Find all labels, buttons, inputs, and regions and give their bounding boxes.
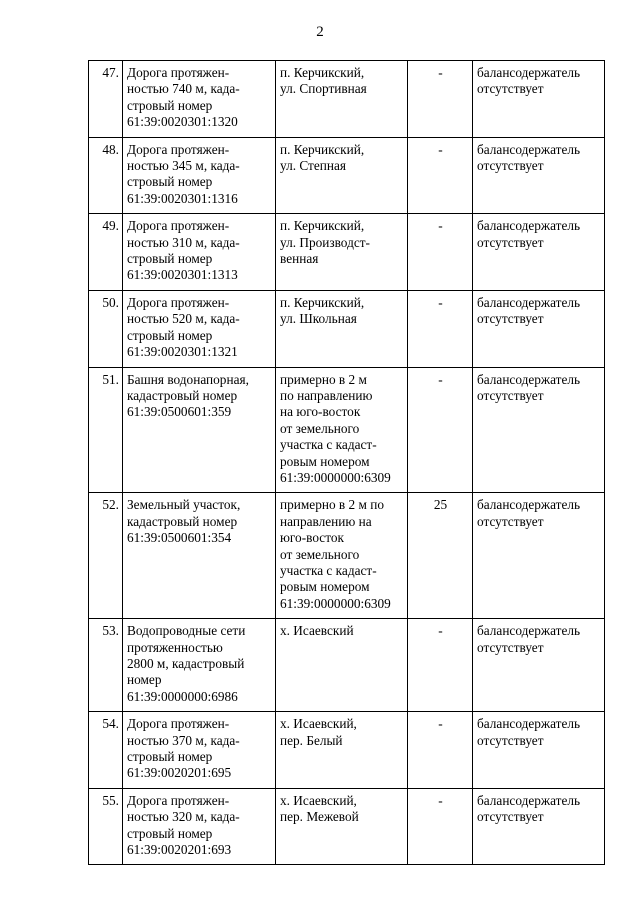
row-number-cell: 49. [89, 214, 123, 291]
row-number-cell: 48. [89, 137, 123, 214]
table-row [89, 290, 605, 367]
address-cell: х. Исаевский [276, 619, 408, 712]
holder-cell: балансодержатель отсутствует [473, 788, 605, 865]
address-cell: х. Исаевский, пер. Белый [276, 712, 408, 789]
row-number-cell: 54. [89, 712, 123, 789]
address-cell: п. Керчикский, ул. Степная [276, 137, 408, 214]
object-name-cell: Земельный участок, кадастровый номер 61:39:0500601:354 [123, 493, 276, 619]
table-row [89, 367, 605, 493]
area-cell: - [408, 290, 473, 367]
holder-cell: балансодержатель отсутствует [473, 137, 605, 214]
address-cell: п. Керчикский, ул. Школьная [276, 290, 408, 367]
object-name-cell: Водопроводные сети протяженностью 2800 м, кадастровый номер 61:39:0000000:6986 [123, 619, 276, 712]
holder-cell: балансодержатель отсутствует [473, 367, 605, 493]
area-cell: 25 [408, 493, 473, 619]
area-cell: - [408, 712, 473, 789]
row-number-cell: 53. [89, 619, 123, 712]
area-cell: - [408, 214, 473, 291]
address-cell: примерно в 2 м по направлению на юго-восток от земельного участка с кадаст- ровым номером 61:39:0000000:6309 [276, 493, 408, 619]
table-row [89, 788, 605, 865]
holder-cell: балансодержатель отсутствует [473, 712, 605, 789]
object-name-cell: Дорога протяжен- ностью 370 м, када- стровый номер 61:39:0020201:695 [123, 712, 276, 789]
address-cell: п. Керчикский, ул. Производст- венная [276, 214, 408, 291]
row-number-cell: 51. [89, 367, 123, 493]
area-cell: - [408, 619, 473, 712]
table-row [89, 61, 605, 138]
area-cell: - [408, 61, 473, 138]
object-name-cell: Дорога протяжен- ностью 345 м, када- стровый номер 61:39:0020301:1316 [123, 137, 276, 214]
row-number-cell: 55. [89, 788, 123, 865]
row-number-cell: 50. [89, 290, 123, 367]
object-name-cell: Дорога протяжен- ностью 320 м, када- стровый номер 61:39:0020201:693 [123, 788, 276, 865]
table-row [89, 619, 605, 712]
table-row [89, 214, 605, 291]
holder-cell: балансодержатель отсутствует [473, 493, 605, 619]
address-cell: примерно в 2 м по направлению на юго-восток от земельного участка с кадаст- ровым номером 61:39:0000000:6309 [276, 367, 408, 493]
page-number: 2 [316, 24, 324, 40]
holder-cell: балансодержатель отсутствует [473, 619, 605, 712]
table-row [89, 712, 605, 789]
holder-cell: балансодержатель отсутствует [473, 290, 605, 367]
row-number-cell: 52. [89, 493, 123, 619]
address-cell: х. Исаевский, пер. Межевой [276, 788, 408, 865]
object-name-cell: Дорога протяжен- ностью 310 м, када- стровый номер 61:39:0020301:1313 [123, 214, 276, 291]
property-registry-table [88, 60, 605, 865]
row-number-cell: 47. [89, 61, 123, 138]
object-name-cell: Башня водонапорная, кадастровый номер 61:39:0500601:359 [123, 367, 276, 493]
table-row [89, 493, 605, 619]
holder-cell: балансодержатель отсутствует [473, 214, 605, 291]
holder-cell: балансодержатель отсутствует [473, 61, 605, 138]
area-cell: - [408, 788, 473, 865]
object-name-cell: Дорога протяжен- ностью 520 м, када- стровый номер 61:39:0020301:1321 [123, 290, 276, 367]
object-name-cell: Дорога протяжен- ностью 740 м, када- стровый номер 61:39:0020301:1320 [123, 61, 276, 138]
address-cell: п. Керчикский, ул. Спортивная [276, 61, 408, 138]
area-cell: - [408, 137, 473, 214]
area-cell: - [408, 367, 473, 493]
table-row [89, 137, 605, 214]
